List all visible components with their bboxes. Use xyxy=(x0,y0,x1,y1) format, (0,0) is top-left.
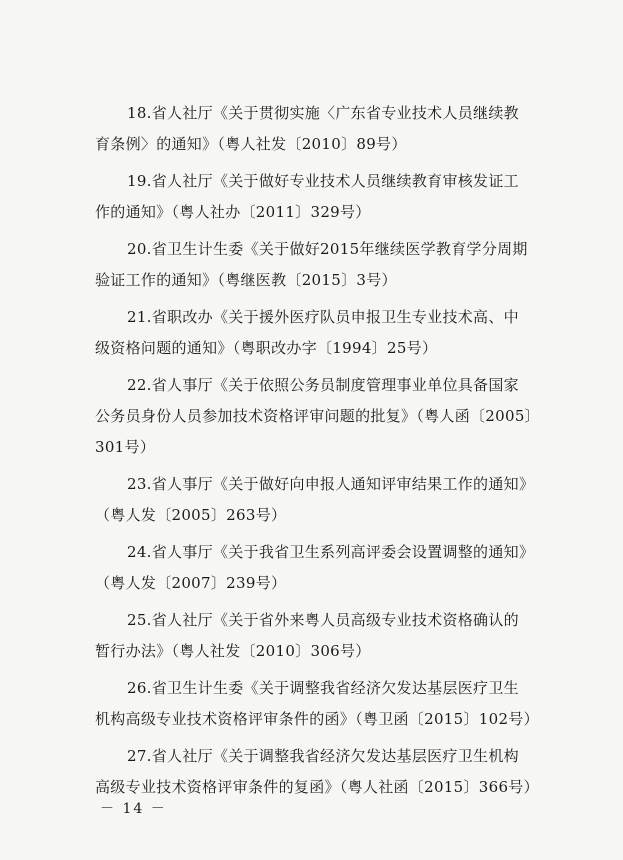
list-item xyxy=(95,469,555,531)
page-number: － 14 － xyxy=(100,801,167,817)
list-item xyxy=(95,302,555,364)
list-item-line: 19.省人社厅《关于做好专业技术人员继续教育审核发证工 xyxy=(127,172,519,190)
list-item xyxy=(95,98,555,160)
list-item-line: 暂行办法》（粤人社发〔2010〕306号） xyxy=(95,642,371,660)
list-item-line: 级资格问题的通知》（粤职改办字〔1994〕25号） xyxy=(95,339,438,357)
document-body xyxy=(95,98,555,809)
list-item xyxy=(95,537,555,599)
list-item-line: 23.省人事厅《关于做好向申报人通知评审结果工作的通知》 xyxy=(127,475,535,493)
list-item-line: 301号） xyxy=(95,438,156,456)
list-item xyxy=(95,605,555,667)
list-item-line: 育条例〉的通知》（粤人社发〔2010〕89号） xyxy=(95,135,407,153)
list-item xyxy=(95,234,555,296)
list-item-line: 作的通知》（粤人社办〔2011〕329号） xyxy=(95,203,371,221)
list-item-line: 高级专业技术资格评审条件的复函》（粤人社函〔2015〕366号） xyxy=(95,778,539,796)
list-item-line: 22.省人事厅《关于依照公务员制度管理事业单位具备国家 xyxy=(127,376,519,394)
list-item-line: 25.省人社厅《关于省外来粤人员高级专业技术资格确认的 xyxy=(127,611,519,629)
list-item xyxy=(95,370,555,463)
list-item-line: 20.省卫生计生委《关于做好2015年继续医学教育学分周期 xyxy=(127,240,528,258)
list-item xyxy=(95,166,555,228)
list-item-line: （粤人发〔2007〕239号） xyxy=(95,574,287,592)
list-item-line: 21.省职改办《关于援外医疗队员申报卫生专业技术高、中 xyxy=(127,308,519,326)
list-item-line: 公务员身份人员参加技术资格评审问题的批复》（粤人函〔2005〕 xyxy=(95,407,540,425)
list-item-line: 27.省人社厅《关于调整我省经济欠发达基层医疗卫生机构 xyxy=(127,747,519,765)
list-item-line: 机构高级专业技术资格评审条件的函》（粤卫函〔2015〕102号） xyxy=(95,710,539,728)
list-item xyxy=(95,741,555,803)
list-item-line: 24.省人事厅《关于我省卫生系列高评委会设置调整的通知》 xyxy=(127,543,535,561)
list-item-line: 18.省人社厅《关于贯彻实施〈广东省专业技术人员继续教 xyxy=(127,104,519,122)
list-item-line: 26.省卫生计生委《关于调整我省经济欠发达基层医疗卫生 xyxy=(127,679,519,697)
list-item xyxy=(95,673,555,735)
list-item-line: 验证工作的通知》（粤继医教〔2015〕3号） xyxy=(95,271,397,289)
list-item-line: （粤人发〔2005〕263号） xyxy=(95,506,287,524)
